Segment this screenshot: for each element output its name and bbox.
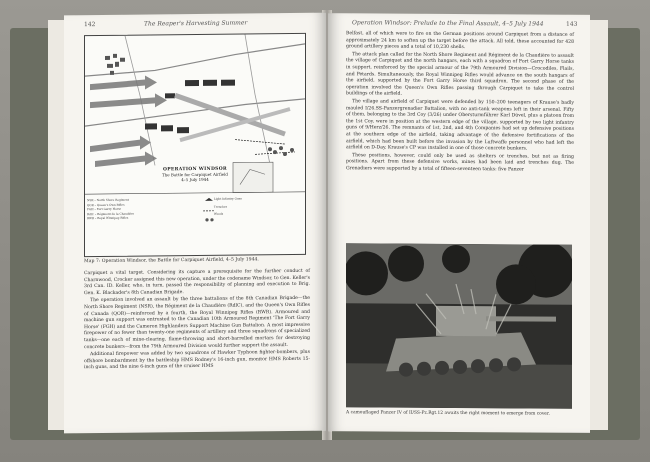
legend-unit: QOR – Queen's Own Rifles: [87, 202, 125, 207]
map-drawing: [85, 34, 305, 256]
left-running-head: The Reaper's Harvesting Summer: [144, 19, 248, 28]
right-body-text: [346, 31, 574, 175]
left-page-number: 142: [84, 21, 96, 29]
map-title: OPERATION WINDSOR: [163, 166, 227, 173]
paragraph: Additional firepower was added by two squadrons of Hawker Typhoon fighter-bombers, plus offshore bombardment by the battleship HMS Rodney's 16-inch gun, monitor HMS Roberts 15-inch guns, and the nine 6-inch guns of the cruiser HMS: [84, 349, 310, 371]
paragraph: Carpiquet a vital target. Considering its capture a prerequisite for the further conduct of Charnwood, Crocker assigned this new operation, under the codename Windsor, to Gen. Keller's 3rd Can. ID. Keller, who, in turn, passed the responsibility of planning and execution to Brig. Gen. K. Blackader's 8th Canadian Brigade.: [84, 268, 310, 296]
map-subtitle: The Battle for Carpiquet Airfield: [162, 171, 228, 178]
legend-unit: RWR – Royal Winnipeg Rifles: [87, 216, 129, 221]
paragraph: These positions, however, could only be used as shelters or trenches, but not as firing positions. Apart from these defensive works, mines had been laid and trenches dug. The Grenadiers were supported by a total of fifteen-seventeen tanks: five Panzer: [346, 152, 574, 173]
left-page: [64, 13, 326, 434]
photo-caption: A camouflaged Panzer IV of II/SS-Pz.Rgt.12 awaits the right moment to emerge from cover.: [346, 410, 550, 417]
map-legend: [87, 196, 301, 221]
legend-unit: FGH – Fort Garry Horse: [87, 206, 122, 212]
legend-unit: NSR – North Shore Regiment: [87, 197, 129, 203]
legend-symbols: [188, 196, 294, 217]
legend-units: [87, 197, 187, 221]
paragraph: Belfast, all of which were to fire on the German positions around Carpiquet from a distance of approximately 24 km to soften up the target before the attack. All told, these accounted for 428 ground artillery pieces and a total of 10,230 shells.: [346, 31, 574, 51]
legend-symbol: Woods: [213, 211, 224, 216]
operation-map: [84, 33, 306, 257]
legend-symbol: Light Infantry Guns: [213, 196, 242, 201]
paragraph: The village and airfield of Carpiquet were defended by 150–200 teenagers of Krause's badly mauled I/26.SS-Panzergrenadier Battalion, with no anti-tank weapons left in their arsenal. Fifty of them, belonging to the 3rd Coy (3/26) under Obersturmführer Karl Düvel, plus a platoon from the 1st Coy, were in position at the western edge of the village, supported by two light infantry guns of 9/Herz/26. The remnants of 1st, 2nd, and 4th Companies had set up defensive positions at the southern edge of the airfield, taking advantage of the defensive fortifications of the airfield, which had been built before the invasion by the Luftwaffe personnel who had left the airfield on D-Day. Krause's CP was installed in one of those concrete bunkers.: [346, 99, 574, 152]
right-page-number: 143: [566, 20, 578, 28]
right-running-head: Operation Windsor: Prelude to the Final Assault, 4–5 July 1944: [352, 19, 544, 28]
tank-photo-image: [346, 243, 572, 409]
paragraph: The attack plan called for the North Shore Regiment and Régiment de la Chaudière to assault the village of Carpiquet and the north hangars, each with a squadron of Fort Garry Horse tanks in support, reinforced by the special armour of the 79th Armoured Division—Crocodiles, Flails, and Petards. Simultaneously, the Royal Winnipeg Rifles would advance on the south hangars of the airfield, supported by the Fort Garry Horse third squadron. The second phase of the operation involved the Queen's Own Rifles passing through Carpiquet to take the control buildings of the airfield.: [346, 52, 574, 97]
left-body-text: [84, 269, 310, 373]
legend-unit: RdlC – Régiment de la Chaudière: [87, 211, 135, 216]
tank-photo: [346, 243, 572, 409]
map-caption: Map 7: Operation Windsor, the Battle for Carpiquet Airfield, 4–5 July 1944.: [84, 257, 259, 265]
right-page: [328, 13, 590, 433]
paragraph: The operation involved an assault by the three battalions of the 8th Canadian Brigade—the North Shore Regiment (NSR), the Régiment de la Chaudière (RdlC), and the Queen's Own Rifles of Canada (QOR)—reinforced by a fourth, the Royal Winnipeg Rifles (RWR). Armoured and machine gun support was entrusted to the Canadian 10th Armoured Regiment 'The Fort Garry Horse' (FGH) and the Cameron Highlanders Support Machine Gun Battalion. A most impressive firepower of no fewer than twenty-one regiments of artillery and three squadrons of specialized tanks—one each of mine-clearing, flame-throwing and short-barrelled mortars for destroying concrete bunkers—from the 79th Armoured Division would further support the assault.: [84, 296, 310, 350]
map-title-block: [145, 166, 245, 182]
legend-symbol: Trenches: [213, 204, 228, 209]
map-date: 4–5 July 1944: [181, 176, 209, 183]
